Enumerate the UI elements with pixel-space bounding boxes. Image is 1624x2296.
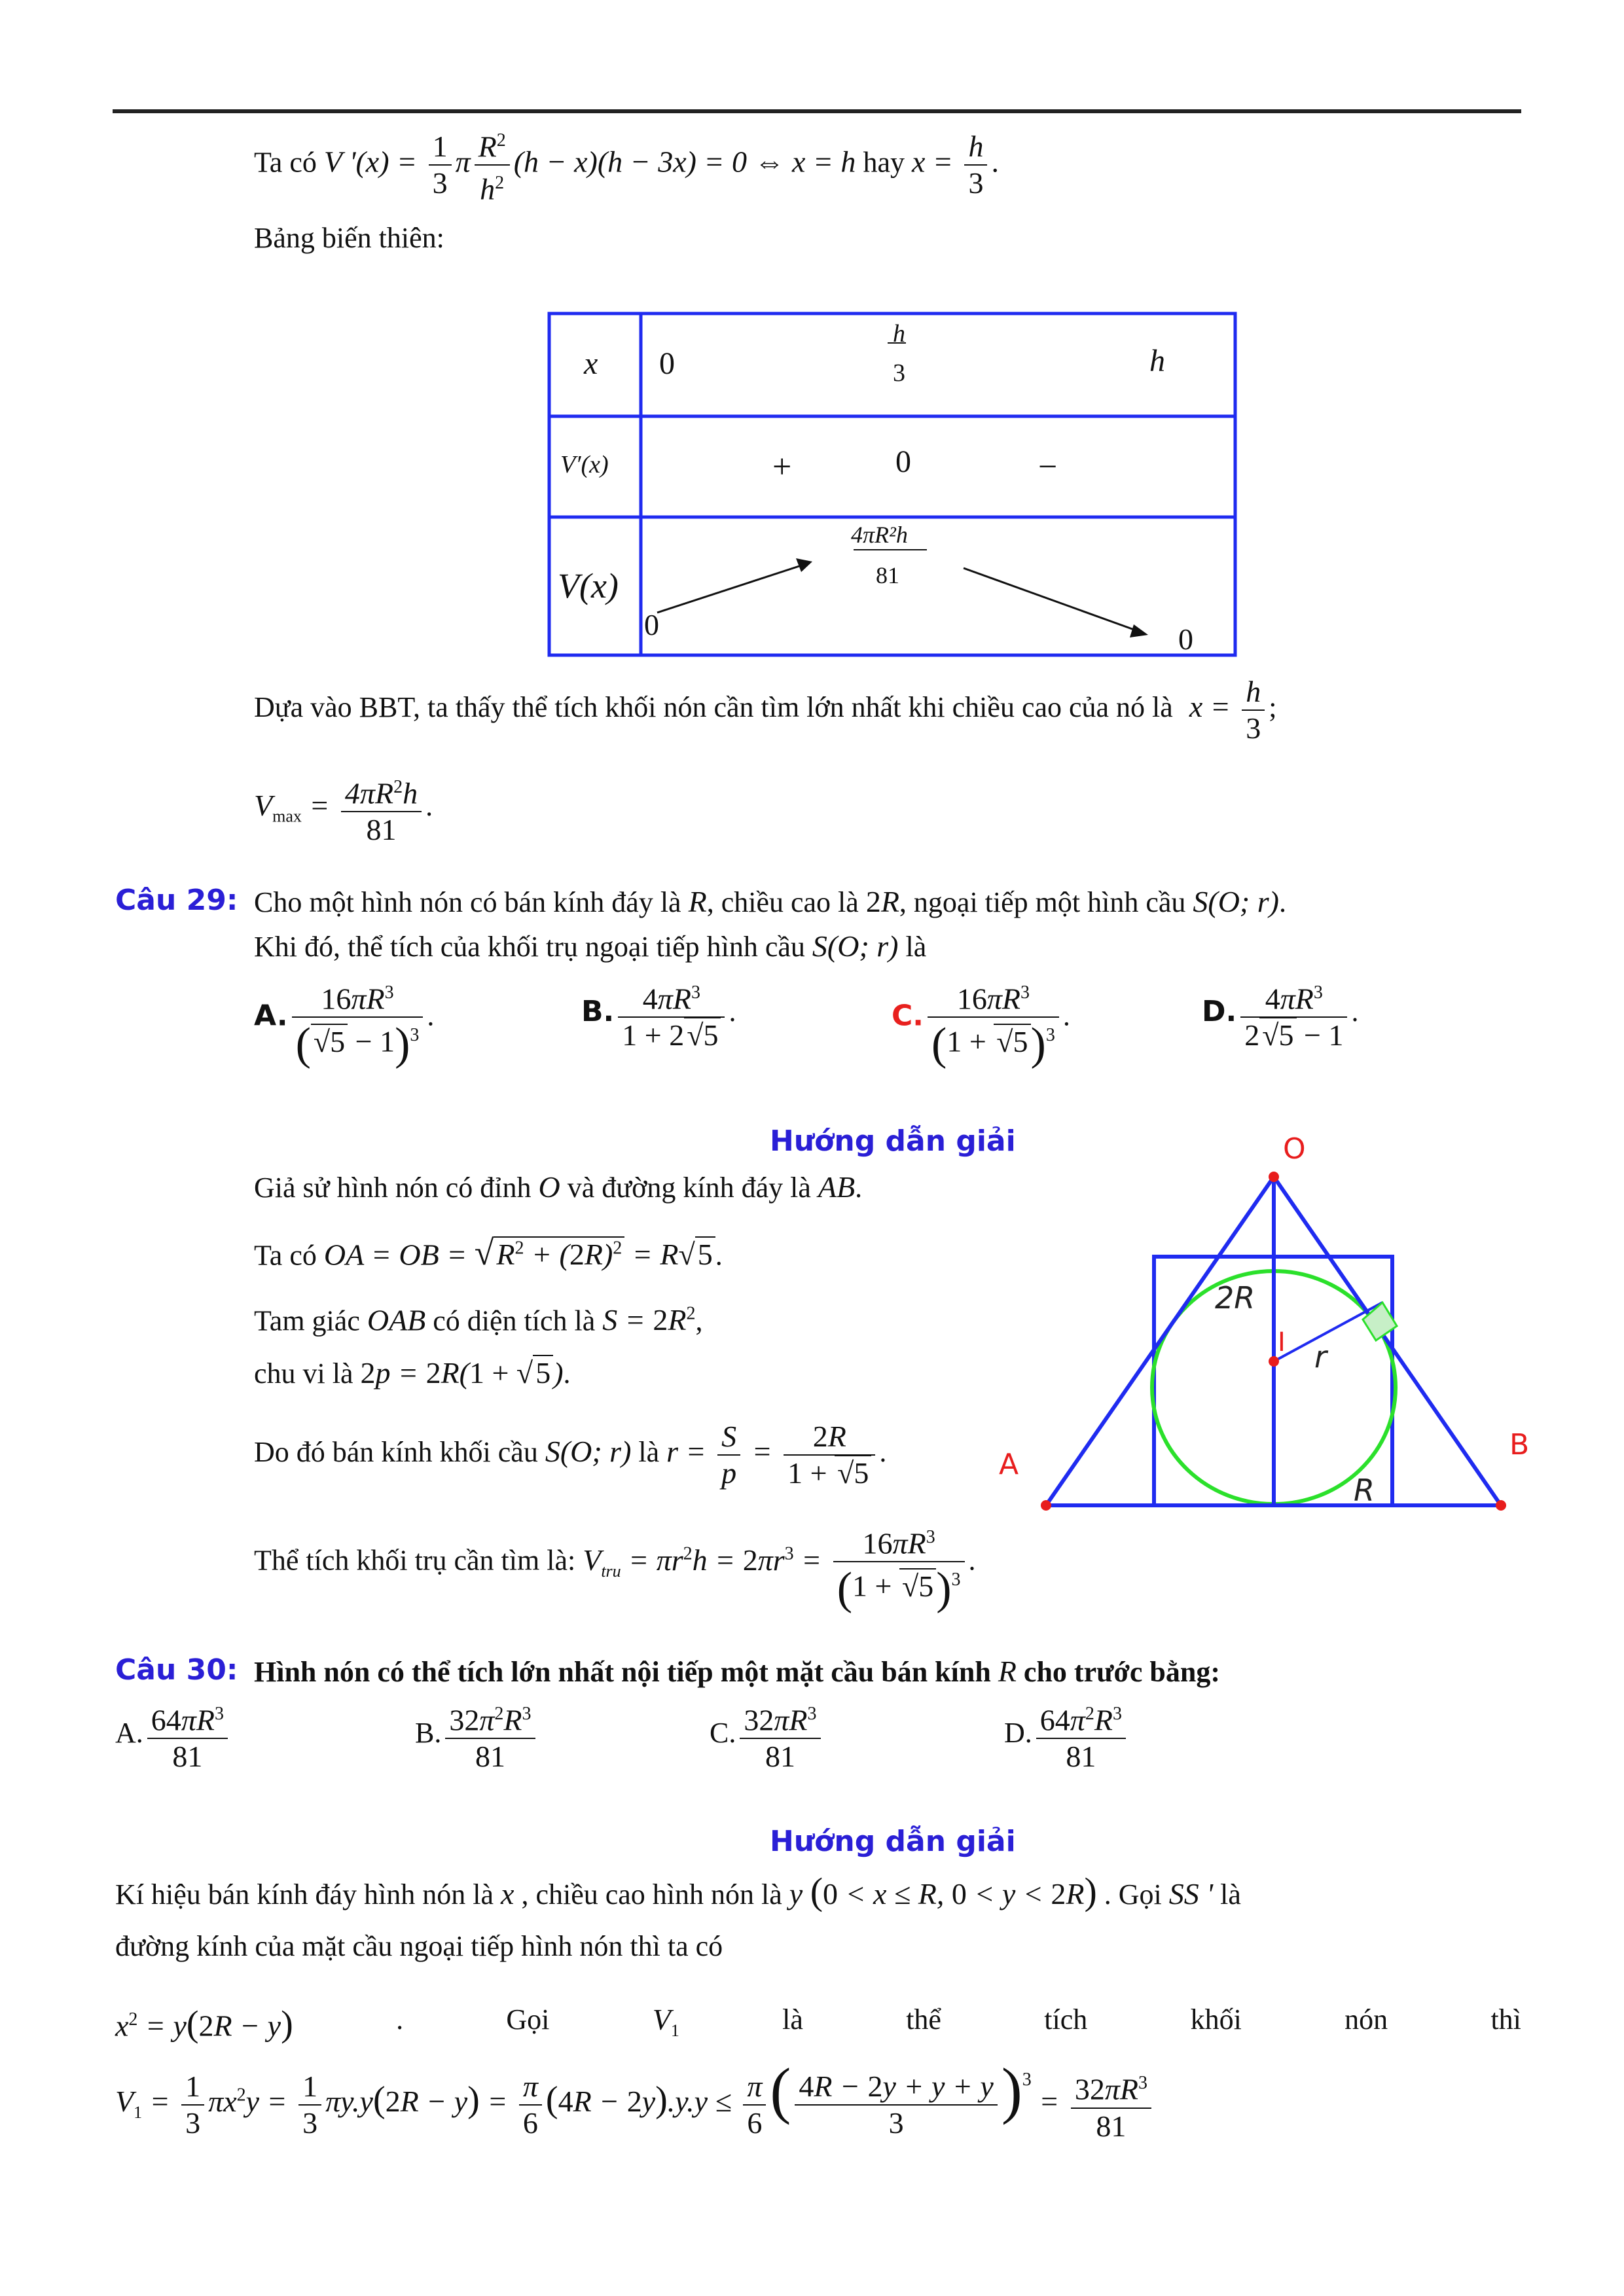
cone-sphere-figure bbox=[995, 1139, 1545, 1532]
point-i bbox=[1269, 1356, 1279, 1367]
q29-sol-line5: Do đó bán kính khối cầu S(O; r) là r = $\frac{S}{p}$ = $\frac{2R}{1 + √5}$ . bbox=[254, 1420, 887, 1490]
q29-sol-line6: Thể tích khối trụ cần tìm là: $V_{tru} = \pi r^2h = 2\pi r^3$ = $\frac{16\pi R^3}{(1 + √5)^3}$ . bbox=[254, 1520, 976, 1607]
figure-label-i: I bbox=[1278, 1327, 1286, 1357]
table-dv-plus: + bbox=[772, 448, 792, 486]
table-v-label: V(x) bbox=[558, 566, 619, 605]
q29-option-a[interactable]: A. $\frac{16\pi R^3}{(√5 - 1)^3}$ . bbox=[254, 975, 434, 1062]
vmax-line: $V_{max}$ = $\frac{4\pi R^2h}{81}$ . bbox=[254, 770, 433, 848]
figure-label-b: B bbox=[1509, 1428, 1530, 1462]
table-x-h: h bbox=[1149, 344, 1165, 378]
q30-option-a[interactable]: A. $\frac{64\pi R^3}{81}$ bbox=[115, 1696, 232, 1774]
q30-sol-line3: $x^2 = y(2R - y)$ . Gọi $V_1$ là thể tích khối nón thì bbox=[115, 2003, 1521, 2045]
q29-solution-heading: Hướng dẫn giải bbox=[770, 1124, 1016, 1158]
question-30-label: Câu 30: bbox=[115, 1653, 238, 1687]
q30-option-c[interactable]: C. $\frac{32\pi R^3}{81}$ bbox=[710, 1696, 825, 1774]
point-b bbox=[1496, 1500, 1506, 1511]
q29-option-d[interactable]: D. $\frac{4\pi R^3}{2√5 - 1}$ . bbox=[1202, 975, 1358, 1053]
figure-label-o: O bbox=[1283, 1132, 1306, 1166]
question-29-line1: Cho một hình nón có bán kính đáy là R, chiều cao là 2R, ngoại tiếp một hình cầu S(O; r). bbox=[254, 885, 1286, 918]
bbt-label: Bảng biến thiên: bbox=[254, 222, 444, 254]
table-v-max-den: 81 bbox=[876, 562, 899, 588]
q30-sol-line1: Kí hiệu bán kính đáy hình nón là x , chiều cao hình nón là y (0 < x ≤ R, 0 < y < 2R) . Gọi SS ' là bbox=[115, 1870, 1241, 1912]
table-dv-minus: − bbox=[1038, 448, 1058, 486]
question-30-text: Hình nón có thể tích lớn nhất nội tiếp một mặt cầu bán kính R cho trước bằng: bbox=[254, 1655, 1220, 1688]
arrow-up-head bbox=[796, 558, 812, 572]
figure-label-a: A bbox=[999, 1448, 1019, 1481]
table-v-zero-left: 0 bbox=[644, 608, 659, 641]
table-x-h-den: 3 bbox=[893, 359, 905, 387]
q29-sol-line2: Ta có OA = OB = $√R^2 + (2R)^2 = R√5$. bbox=[254, 1233, 723, 1273]
q30-option-d[interactable]: D. $\frac{64\pi^2R^3}{81}$ bbox=[1004, 1696, 1130, 1774]
point-o bbox=[1269, 1172, 1279, 1182]
table-x0: 0 bbox=[659, 346, 675, 381]
q29-sol-line1: Giả sử hình nón có đỉnh O và đường kính đáy là AB. bbox=[254, 1170, 863, 1204]
q29-option-c[interactable]: C. $\frac{16\pi R^3}{(1 + √5)^3}$ . bbox=[892, 975, 1070, 1062]
conclusion-line: Dựa vào BBT, ta thấy thể tích khối nón cần tìm lớn nhất khi chiều cao của nó là x = $\frac{h}{3}$ ; bbox=[254, 675, 1277, 745]
question-29-label: Câu 29: bbox=[115, 884, 238, 917]
top-rule bbox=[113, 109, 1521, 113]
point-a bbox=[1041, 1500, 1051, 1511]
arrow-down-head bbox=[1130, 624, 1148, 637]
variation-table bbox=[547, 312, 1237, 657]
q30-option-b[interactable]: B. $\frac{32\pi^2R^3}{81}$ bbox=[415, 1696, 539, 1774]
figure-label-2r: 2R bbox=[1215, 1280, 1255, 1316]
q29-sol-line3: Tam giác OAB có diện tích là $S = 2R^2$, bbox=[254, 1303, 703, 1337]
table-dv-zero: 0 bbox=[895, 444, 911, 479]
arrow-down bbox=[964, 568, 1138, 631]
q29-option-b[interactable]: B. $\frac{4\pi R^3}{1 + 2√5}$ . bbox=[581, 975, 736, 1053]
figure-label-big-r: R bbox=[1354, 1473, 1375, 1508]
table-x-label: x bbox=[584, 346, 598, 381]
radius-r bbox=[1274, 1302, 1382, 1361]
table-v-max-num: 4πR²h bbox=[851, 522, 908, 548]
q30-solution-heading: Hướng dẫn giải bbox=[770, 1825, 1016, 1858]
q29-sol-line4: chu vi là 2p = 2R(1 + √5). bbox=[254, 1356, 571, 1390]
q30-sol-line4: $V_1$ = $\frac{1}{3}$ $\pi x^2y$ = $\frac{1}{3}$ πy.y(2R − y) = $\frac{\pi}{6}$ (4R − 2y).y.y ≤ $\frac{\pi}{6}$ ( $\frac{4R - 2y + y + y}{3}$ )$^3$ = $\frac{32\pi R^3}{81}$ bbox=[115, 2062, 1155, 2144]
table-v-zero-right: 0 bbox=[1178, 622, 1193, 656]
table-x-h-num: h bbox=[893, 320, 905, 348]
question-29-line2: Khi đó, thể tích của khối trụ ngoại tiếp hình cầu S(O; r) là bbox=[254, 929, 927, 963]
figure-label-r: r bbox=[1314, 1339, 1327, 1374]
q30-sol-line2: đường kính của mặt cầu ngoại tiếp hình nón thì ta có bbox=[115, 1930, 723, 1962]
table-dv-label: V′(x) bbox=[560, 451, 609, 478]
derivative-line: Ta có V '(x) = $\frac{1}{3}$ π $\frac{R^2}{h^2}$ (h − x)(h − 3x) = 0 ⇔ x = h hay x = $\frac{h}{3}$ . bbox=[254, 123, 999, 207]
arrow-up bbox=[657, 565, 801, 613]
